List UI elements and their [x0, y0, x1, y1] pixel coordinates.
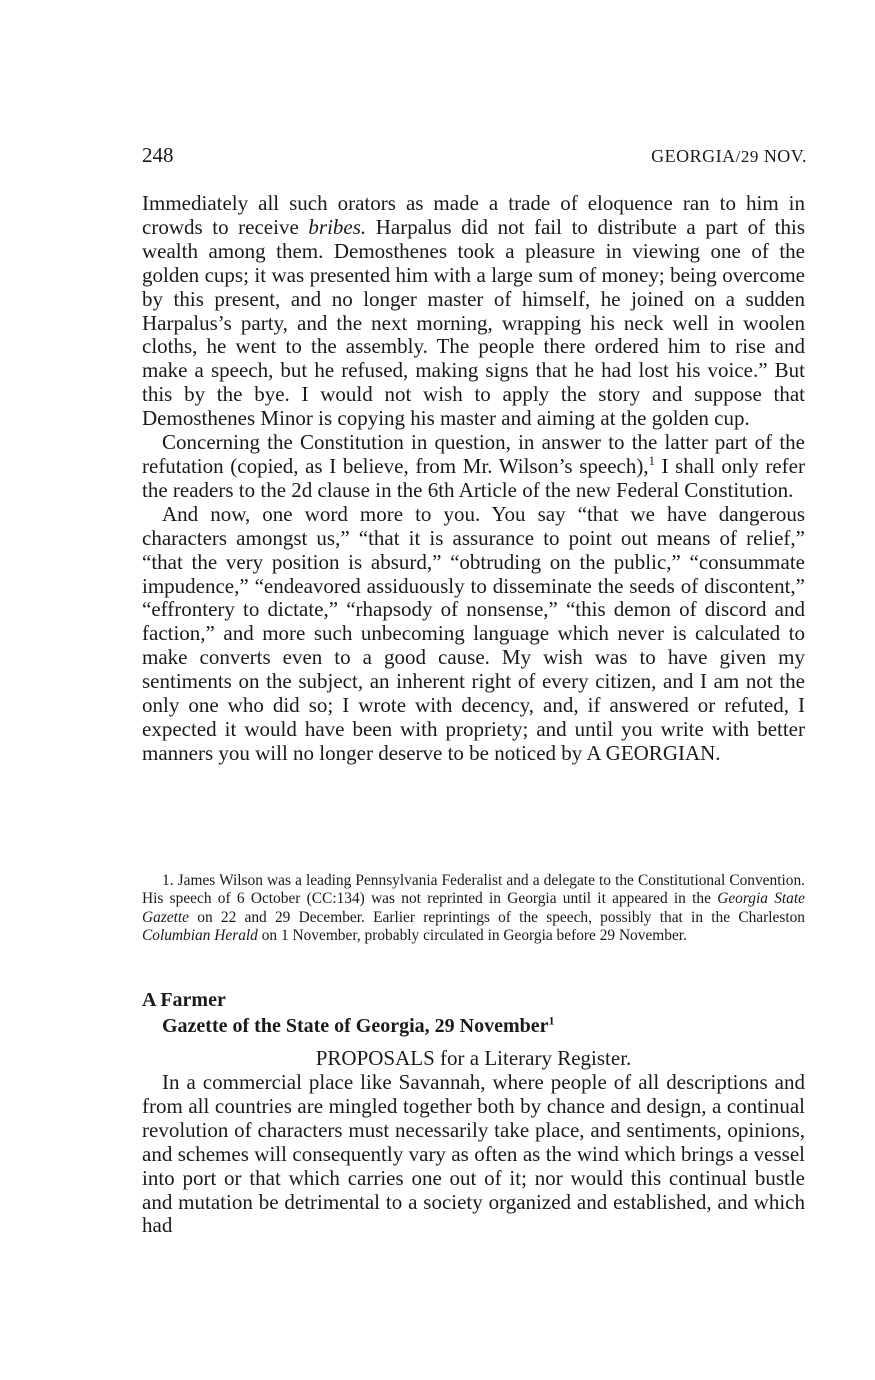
running-head-state: GEORGIA	[651, 146, 736, 166]
section-source-footnote-ref: 1	[548, 1013, 555, 1028]
page-number: 248	[142, 143, 174, 167]
footnote-text-c: on 1 November, probably circulated in Georgia before 29 November.	[257, 927, 687, 945]
paragraph-harpalus-text-a: Immediately all such orators as made a trade of eloquence ran to him in crowds to receive	[142, 191, 805, 239]
body-text	[142, 192, 805, 766]
paragraph-constitution	[142, 431, 805, 503]
footnote-emphasis-herald: Columbian Herald	[142, 927, 258, 945]
running-head-day: 29	[740, 147, 759, 166]
footnotes	[142, 872, 805, 946]
footnote-1	[142, 872, 805, 946]
section-source	[162, 1014, 555, 1038]
footnote-text-a: 1. James Wilson was a leading Pennsylvania Federalist and a delegate to the Constitutional Convention. His speech of 6 October (CC:134) was not reprinted in Georgia until it appeared in the	[142, 872, 805, 908]
page-header	[142, 143, 807, 168]
footnote-text-b: on 22 and 29 December. Earlier reprintings of the speech, possibly that in the Charleston	[189, 908, 805, 926]
section-author: A Farmer	[142, 989, 226, 1011]
paragraph-reply: And now, one word more to you. You say “that we have dangerous characters amongst us,” “that it is assurance to point out means of relief,” “that the very position is absurd,” “obtruding on the public,” “consummate impudence,” “endeavored assiduously to disseminate the seeds of discontent,” “effrontery to dictate,” “rhapsody of nonsense,” “this demon of discord and faction,” and more such unbecoming language which never is calculated to make converts even to a good cause. My wish was to have given my sentiments on the subject, an inherent right of every citizen, and I am not the only one who did so; I wrote with decency, and, if answered or refuted, I expected it would have been with propriety; and until you write with better manners you will no longer deserve to be noticed by A GEORGIAN.	[142, 501, 805, 765]
running-head-month: NOV.	[758, 146, 807, 166]
paragraph-harpalus-text-b: Harpalus did not fail to distribute a part of this wealth among them. Demosthenes took a pleasure in viewing one of the golden cups; it was presented him with a large sum of money; being overcome by this present, and no longer master of himself, he joined on a sudden Harpalus’s party, and the next morning, wrapping his neck well in woolen cloths, he went to the assembly. The people there ordered him to rise and make a speech, but he refused, making signs that he had lost his voice.” But this by the bye. I would not wish to apply the story and suppose that Demosthenes Minor is copying his master and aiming at the golden cup.	[142, 214, 805, 431]
paragraph-constitution-text-b: I shall only refer the readers to the 2d clause in the 6th Article of the new Federal Constitution.	[142, 453, 805, 502]
paragraph-harpalus	[142, 192, 805, 431]
footnote-reference: 1	[648, 453, 655, 468]
paragraph-harpalus-emphasis: bribes.	[308, 214, 367, 239]
article-paragraph: In a commercial place like Savannah, where people of all descriptions and from all countries are mingled together both by chance and design, a continual revolution of characters must necessarily take place, and sentiments, opinions, and schemes will consequently vary as often as the wind which brings a vessel into port or that which carries one out of it; nor would this continual bustle and mutation be detrimental to a society organized and established, and which had	[142, 1070, 805, 1238]
article-title: PROPOSALS for a Literary Register.	[315, 1046, 632, 1070]
article-body	[142, 1071, 805, 1238]
footnote-emphasis-gazette: Georgia State Gazette	[142, 890, 805, 926]
paragraph-constitution-text-a: Concerning the Constitution in question, in answer to the latter part of the refutation (copied, as I believe, from Mr. Wilson’s speech),	[142, 430, 805, 478]
running-head: GEORGIA/29 NOV.	[651, 146, 807, 166]
section-source-text: Gazette of the State of Georgia, 29 November	[162, 1015, 549, 1037]
